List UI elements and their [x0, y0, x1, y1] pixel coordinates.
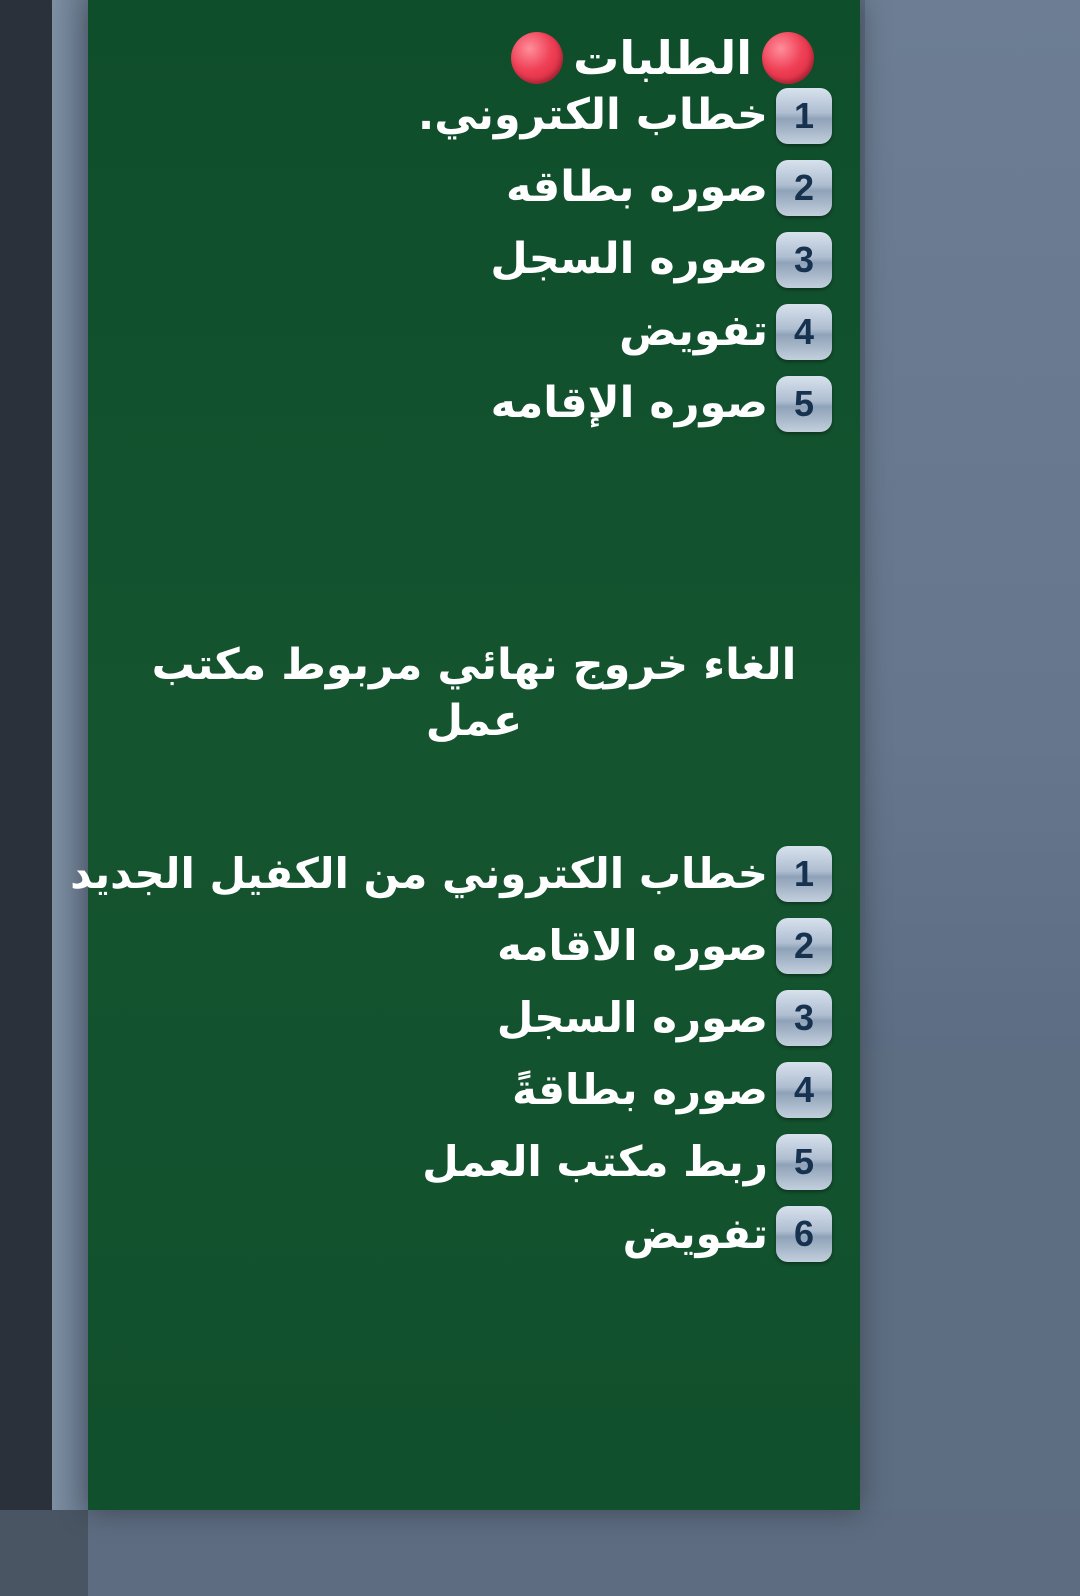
list-number-badge: 3	[776, 990, 832, 1046]
list-item-label: صوره السجل	[496, 992, 768, 1042]
section-heading: الغاء خروج نهائي مربوط مكتب عمل	[151, 640, 797, 746]
list-item	[116, 160, 832, 216]
list-item	[116, 990, 832, 1046]
list-item-label: صوره السجل	[490, 234, 768, 285]
list-item-label: خطاب الكتروني من الكفيل الجديد	[70, 848, 768, 898]
background-bottom-corner	[0, 1510, 88, 1596]
list-item	[116, 88, 832, 144]
list-item	[116, 376, 832, 432]
page-title: الطلبات	[573, 30, 752, 85]
section-spacer	[116, 448, 832, 638]
background-right-panel	[865, 0, 1080, 1050]
list-item	[116, 232, 832, 288]
background-bottom-strip	[0, 1510, 1080, 1596]
red-circle-icon-right	[762, 32, 814, 84]
list-number-badge: 5	[776, 376, 832, 432]
cancel-exit-list	[70, 846, 832, 1262]
requests-header	[116, 18, 832, 88]
list-item-label: ربط مكتب العمل	[422, 1136, 768, 1186]
background-left-strip	[0, 0, 52, 1596]
list-item-label: صوره بطاقه	[505, 162, 768, 213]
red-circle-icon-left	[511, 32, 563, 84]
list-item-label: تفويض	[622, 1208, 768, 1258]
list-item	[116, 1206, 832, 1262]
list-number-badge: 1	[776, 846, 832, 902]
list-number-badge: 5	[776, 1134, 832, 1190]
list-number-badge: 2	[776, 918, 832, 974]
list-item-label: تفويض	[619, 306, 768, 357]
list-item	[116, 1062, 832, 1118]
list-number-badge: 4	[776, 1062, 832, 1118]
list-number-badge: 6	[776, 1206, 832, 1262]
list-item-label: خطاب الكتروني.	[417, 90, 768, 141]
list-item	[116, 1134, 832, 1190]
list-number-badge: 2	[776, 160, 832, 216]
list-item-label: صوره الإقامه	[490, 378, 768, 429]
list-item-label: صوره الاقامه	[497, 920, 768, 970]
list-number-badge: 3	[776, 232, 832, 288]
list-item	[116, 304, 832, 360]
heading-spacer	[116, 750, 832, 846]
list-item-label: صوره بطاقةً	[512, 1064, 768, 1114]
background-left-highlight	[52, 0, 88, 1596]
card-content	[70, 0, 860, 1262]
list-number-badge: 1	[776, 88, 832, 144]
list-item	[70, 846, 832, 902]
requests-list	[116, 88, 832, 432]
list-number-badge: 4	[776, 304, 832, 360]
green-content-card	[70, 0, 860, 1510]
list-item	[116, 918, 832, 974]
